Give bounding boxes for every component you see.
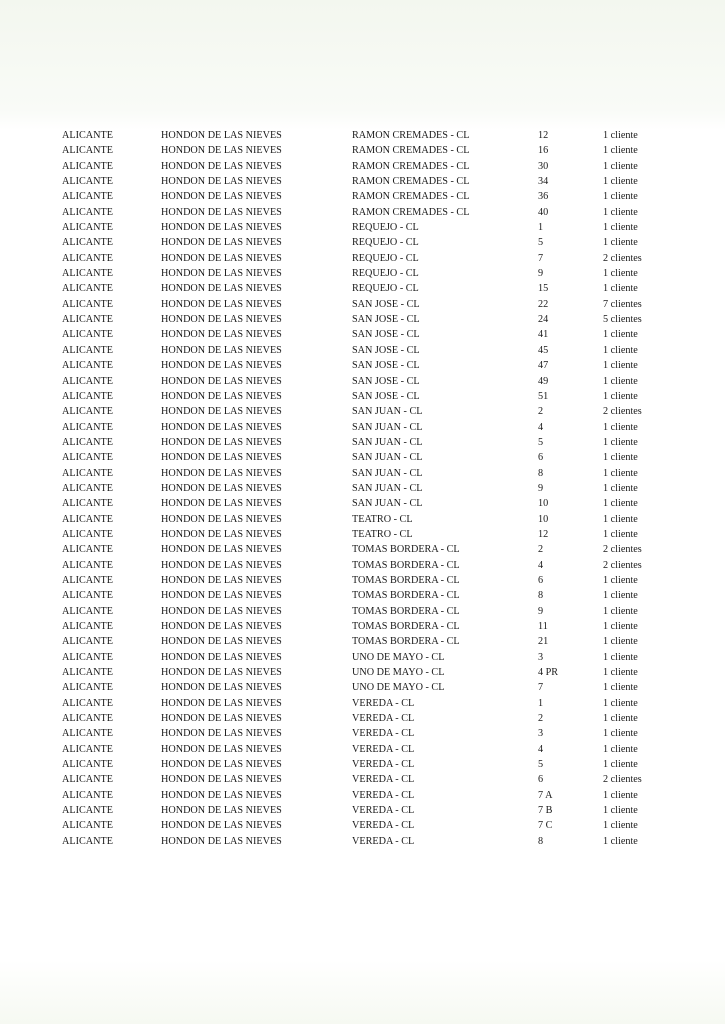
province-cell: ALICANTE: [62, 375, 113, 387]
street-cell: REQUEJO - CL: [352, 252, 419, 264]
street-cell: SAN JOSE - CL: [352, 329, 420, 341]
province-cell: ALICANTE: [62, 713, 113, 725]
client-count-cell: 1 cliente: [603, 820, 638, 832]
street-cell: VEREDA - CL: [352, 713, 415, 725]
client-count-cell: 1 cliente: [603, 697, 638, 709]
table-row: [0, 281, 725, 296]
table-row: [0, 512, 725, 527]
client-count-cell: 1 cliente: [603, 222, 638, 234]
municipality-cell: HONDON DE LAS NIEVES: [161, 268, 282, 280]
client-count-cell: 1 cliente: [603, 436, 638, 448]
municipality-cell: HONDON DE LAS NIEVES: [161, 605, 282, 617]
street-number-cell: 9: [538, 605, 544, 617]
province-cell: ALICANTE: [62, 145, 113, 157]
street-cell: REQUEJO - CL: [352, 283, 419, 295]
street-cell: VEREDA - CL: [352, 743, 415, 755]
street-number-cell: 36: [538, 191, 549, 203]
street-cell: SAN JUAN - CL: [352, 467, 423, 479]
street-number-cell: 3: [538, 728, 544, 740]
table-row: [0, 143, 725, 158]
province-cell: ALICANTE: [62, 482, 113, 494]
municipality-cell: HONDON DE LAS NIEVES: [161, 513, 282, 525]
table-row: [0, 466, 725, 481]
street-cell: VEREDA - CL: [352, 805, 415, 817]
table-row: [0, 420, 725, 435]
street-cell: VEREDA - CL: [352, 728, 415, 740]
street-number-cell: 7 C: [538, 820, 553, 832]
client-count-cell: 1 cliente: [603, 789, 638, 801]
municipality-cell: HONDON DE LAS NIEVES: [161, 621, 282, 632]
client-count-cell: 1 cliente: [603, 590, 638, 602]
street-cell: SAN JUAN - CL: [352, 452, 423, 464]
street-number-cell: 4: [538, 743, 544, 755]
street-number-cell: 12: [538, 130, 549, 141]
municipality-cell: HONDON DE LAS NIEVES: [161, 252, 282, 264]
table-row: [0, 220, 725, 235]
province-cell: ALICANTE: [62, 544, 113, 556]
table-row: [0, 496, 725, 511]
municipality-cell: HONDON DE LAS NIEVES: [161, 130, 282, 141]
province-cell: ALICANTE: [62, 498, 113, 510]
province-cell: ALICANTE: [62, 559, 113, 571]
client-count-cell: 2 clientes: [603, 774, 642, 786]
municipality-cell: HONDON DE LAS NIEVES: [161, 283, 282, 295]
street-number-cell: 45: [538, 344, 549, 356]
client-count-cell: 7 clientes: [603, 298, 642, 310]
street-number-cell: 51: [538, 390, 549, 402]
street-cell: REQUEJO - CL: [352, 237, 419, 249]
province-cell: ALICANTE: [62, 314, 113, 326]
municipality-cell: HONDON DE LAS NIEVES: [161, 544, 282, 556]
street-number-cell: 3: [538, 651, 544, 663]
street-cell: VEREDA - CL: [352, 759, 415, 771]
province-cell: ALICANTE: [62, 651, 113, 663]
province-cell: ALICANTE: [62, 298, 113, 310]
street-number-cell: 22: [538, 298, 549, 310]
table-row: [0, 297, 725, 312]
street-number-cell: 9: [538, 482, 544, 494]
client-count-cell: 1 cliente: [603, 467, 638, 479]
client-count-cell: 1 cliente: [603, 574, 638, 586]
client-count-cell: 2 clientes: [603, 544, 642, 556]
street-cell: TEATRO - CL: [352, 513, 413, 525]
province-cell: ALICANTE: [62, 130, 113, 141]
table-row: [0, 696, 725, 711]
client-count-cell: 1 cliente: [603, 160, 638, 172]
table-row: [0, 742, 725, 757]
table-row: [0, 834, 725, 849]
province-cell: ALICANTE: [62, 421, 113, 433]
street-cell: RAMON CREMADES - CL: [352, 145, 470, 157]
table-row: [0, 358, 725, 373]
table-row: [0, 374, 725, 389]
municipality-cell: HONDON DE LAS NIEVES: [161, 482, 282, 494]
street-cell: UNO DE MAYO - CL: [352, 651, 445, 663]
street-cell: SAN JOSE - CL: [352, 360, 420, 372]
table-row: [0, 389, 725, 404]
client-count-cell: 2 clientes: [603, 406, 642, 418]
municipality-cell: HONDON DE LAS NIEVES: [161, 452, 282, 464]
province-cell: ALICANTE: [62, 667, 113, 679]
table-row: [0, 558, 725, 573]
table-row: [0, 665, 725, 680]
municipality-cell: HONDON DE LAS NIEVES: [161, 421, 282, 433]
client-count-cell: 5 clientes: [603, 314, 642, 326]
client-count-cell: 1 cliente: [603, 375, 638, 387]
table-row: [0, 235, 725, 250]
province-cell: ALICANTE: [62, 774, 113, 786]
municipality-cell: HONDON DE LAS NIEVES: [161, 651, 282, 663]
client-count-cell: 1 cliente: [603, 145, 638, 157]
municipality-cell: HONDON DE LAS NIEVES: [161, 176, 282, 188]
client-count-cell: 1 cliente: [603, 835, 638, 847]
street-cell: SAN JUAN - CL: [352, 436, 423, 448]
municipality-cell: HONDON DE LAS NIEVES: [161, 667, 282, 679]
street-number-cell: 6: [538, 774, 544, 786]
table-row: [0, 205, 725, 220]
street-cell: UNO DE MAYO - CL: [352, 682, 445, 694]
table-row: [0, 174, 725, 189]
table-row: [0, 726, 725, 741]
street-cell: REQUEJO - CL: [352, 222, 419, 234]
street-cell: SAN JOSE - CL: [352, 375, 420, 387]
street-number-cell: 2: [538, 544, 544, 556]
client-count-cell: 1 cliente: [603, 360, 638, 372]
street-number-cell: 30: [538, 160, 549, 172]
client-count-cell: 1 cliente: [603, 421, 638, 433]
street-cell: SAN JUAN - CL: [352, 498, 423, 510]
table-row: [0, 803, 725, 818]
street-cell: RAMON CREMADES - CL: [352, 206, 470, 218]
client-count-cell: 1 cliente: [603, 237, 638, 249]
table-row: [0, 818, 725, 833]
street-cell: TOMAS BORDERA - CL: [352, 636, 460, 648]
province-cell: ALICANTE: [62, 206, 113, 218]
street-cell: TOMAS BORDERA - CL: [352, 621, 460, 632]
province-cell: ALICANTE: [62, 605, 113, 617]
client-count-cell: 1 cliente: [603, 283, 638, 295]
province-cell: ALICANTE: [62, 743, 113, 755]
table-row: [0, 573, 725, 588]
client-count-cell: 1 cliente: [603, 482, 638, 494]
client-count-cell: 2 clientes: [603, 252, 642, 264]
table-row: [0, 481, 725, 496]
municipality-cell: HONDON DE LAS NIEVES: [161, 636, 282, 648]
province-cell: ALICANTE: [62, 590, 113, 602]
province-cell: ALICANTE: [62, 390, 113, 402]
municipality-cell: HONDON DE LAS NIEVES: [161, 835, 282, 847]
client-count-cell: 1 cliente: [603, 206, 638, 218]
municipality-cell: HONDON DE LAS NIEVES: [161, 574, 282, 586]
street-number-cell: 41: [538, 329, 549, 341]
municipality-cell: HONDON DE LAS NIEVES: [161, 590, 282, 602]
client-count-cell: 1 cliente: [603, 329, 638, 341]
province-cell: ALICANTE: [62, 728, 113, 740]
table-row: [0, 711, 725, 726]
table-row: [0, 312, 725, 327]
street-number-cell: 40: [538, 206, 549, 218]
table-row: [0, 435, 725, 450]
client-count-cell: 1 cliente: [603, 667, 638, 679]
municipality-cell: HONDON DE LAS NIEVES: [161, 759, 282, 771]
municipality-cell: HONDON DE LAS NIEVES: [161, 390, 282, 402]
street-number-cell: 6: [538, 452, 544, 464]
street-number-cell: 1: [538, 222, 544, 234]
table-row: [0, 680, 725, 695]
client-count-cell: 1 cliente: [603, 682, 638, 694]
street-cell: TOMAS BORDERA - CL: [352, 544, 460, 556]
street-number-cell: 8: [538, 835, 544, 847]
province-cell: ALICANTE: [62, 682, 113, 694]
municipality-cell: HONDON DE LAS NIEVES: [161, 820, 282, 832]
client-count-cell: 2 clientes: [603, 559, 642, 571]
street-cell: SAN JUAN - CL: [352, 421, 423, 433]
client-count-cell: 1 cliente: [603, 605, 638, 617]
street-number-cell: 16: [538, 145, 549, 157]
table-row: [0, 527, 725, 542]
street-cell: REQUEJO - CL: [352, 268, 419, 280]
municipality-cell: HONDON DE LAS NIEVES: [161, 329, 282, 341]
province-cell: ALICANTE: [62, 329, 113, 341]
table-row: [0, 772, 725, 787]
street-cell: UNO DE MAYO - CL: [352, 667, 445, 679]
municipality-cell: HONDON DE LAS NIEVES: [161, 467, 282, 479]
municipality-cell: HONDON DE LAS NIEVES: [161, 789, 282, 801]
table-row: [0, 788, 725, 803]
province-cell: ALICANTE: [62, 697, 113, 709]
street-number-cell: 4: [538, 421, 544, 433]
municipality-cell: HONDON DE LAS NIEVES: [161, 206, 282, 218]
street-number-cell: 4 PR: [538, 667, 559, 679]
province-cell: ALICANTE: [62, 835, 113, 847]
street-number-cell: 21: [538, 636, 549, 648]
province-cell: ALICANTE: [62, 283, 113, 295]
municipality-cell: HONDON DE LAS NIEVES: [161, 298, 282, 310]
province-cell: ALICANTE: [62, 222, 113, 234]
table-row: [0, 619, 725, 634]
client-count-cell: 1 cliente: [603, 743, 638, 755]
client-count-cell: 1 cliente: [603, 513, 638, 525]
municipality-cell: HONDON DE LAS NIEVES: [161, 728, 282, 740]
table-row: [0, 266, 725, 281]
client-count-cell: 1 cliente: [603, 268, 638, 280]
table-row: [0, 189, 725, 204]
client-count-cell: 1 cliente: [603, 130, 638, 141]
municipality-cell: HONDON DE LAS NIEVES: [161, 805, 282, 817]
street-number-cell: 12: [538, 528, 549, 540]
street-number-cell: 7: [538, 682, 544, 694]
street-cell: VEREDA - CL: [352, 697, 415, 709]
province-cell: ALICANTE: [62, 406, 113, 418]
province-cell: ALICANTE: [62, 452, 113, 464]
municipality-cell: HONDON DE LAS NIEVES: [161, 191, 282, 203]
table-row: [0, 542, 725, 557]
municipality-cell: HONDON DE LAS NIEVES: [161, 743, 282, 755]
province-cell: ALICANTE: [62, 191, 113, 203]
municipality-cell: HONDON DE LAS NIEVES: [161, 406, 282, 418]
street-cell: SAN JUAN - CL: [352, 482, 423, 494]
municipality-cell: HONDON DE LAS NIEVES: [161, 375, 282, 387]
street-number-cell: 1: [538, 697, 544, 709]
municipality-cell: HONDON DE LAS NIEVES: [161, 559, 282, 571]
street-number-cell: 5: [538, 759, 544, 771]
province-cell: ALICANTE: [62, 513, 113, 525]
table-row: [0, 634, 725, 649]
province-cell: ALICANTE: [62, 176, 113, 188]
province-cell: ALICANTE: [62, 237, 113, 249]
municipality-cell: HONDON DE LAS NIEVES: [161, 697, 282, 709]
client-count-cell: 1 cliente: [603, 759, 638, 771]
province-cell: ALICANTE: [62, 360, 113, 372]
province-cell: ALICANTE: [62, 344, 113, 356]
street-cell: RAMON CREMADES - CL: [352, 160, 470, 172]
street-cell: VEREDA - CL: [352, 820, 415, 832]
client-count-cell: 1 cliente: [603, 390, 638, 402]
street-number-cell: 7 B: [538, 805, 553, 817]
street-number-cell: 8: [538, 590, 544, 602]
client-count-cell: 1 cliente: [603, 621, 638, 632]
street-number-cell: 15: [538, 283, 549, 295]
street-number-cell: 49: [538, 375, 549, 387]
municipality-cell: HONDON DE LAS NIEVES: [161, 314, 282, 326]
street-cell: VEREDA - CL: [352, 774, 415, 786]
client-count-cell: 1 cliente: [603, 805, 638, 817]
street-cell: RAMON CREMADES - CL: [352, 176, 470, 188]
client-count-cell: 1 cliente: [603, 191, 638, 203]
municipality-cell: HONDON DE LAS NIEVES: [161, 528, 282, 540]
table-row: [0, 251, 725, 266]
province-cell: ALICANTE: [62, 528, 113, 540]
street-cell: SAN JOSE - CL: [352, 314, 420, 326]
street-cell: TOMAS BORDERA - CL: [352, 559, 460, 571]
province-cell: ALICANTE: [62, 789, 113, 801]
client-count-cell: 1 cliente: [603, 452, 638, 464]
municipality-cell: HONDON DE LAS NIEVES: [161, 160, 282, 172]
table-row: [0, 604, 725, 619]
municipality-cell: HONDON DE LAS NIEVES: [161, 344, 282, 356]
street-number-cell: 10: [538, 513, 549, 525]
table-row: [0, 650, 725, 665]
client-count-cell: 1 cliente: [603, 176, 638, 188]
province-cell: ALICANTE: [62, 268, 113, 280]
street-number-cell: 6: [538, 574, 544, 586]
municipality-cell: HONDON DE LAS NIEVES: [161, 774, 282, 786]
street-number-cell: 24: [538, 314, 549, 326]
municipality-cell: HONDON DE LAS NIEVES: [161, 682, 282, 694]
street-number-cell: 34: [538, 176, 549, 188]
street-cell: VEREDA - CL: [352, 789, 415, 801]
street-cell: TEATRO - CL: [352, 528, 413, 540]
street-cell: SAN JUAN - CL: [352, 406, 423, 418]
table-row: [0, 128, 725, 143]
province-cell: ALICANTE: [62, 805, 113, 817]
street-number-cell: 2: [538, 406, 544, 418]
street-number-cell: 11: [538, 621, 548, 632]
table-row: [0, 757, 725, 772]
province-cell: ALICANTE: [62, 820, 113, 832]
province-cell: ALICANTE: [62, 252, 113, 264]
province-cell: ALICANTE: [62, 467, 113, 479]
municipality-cell: HONDON DE LAS NIEVES: [161, 145, 282, 157]
table-row: [0, 327, 725, 342]
table-row: [0, 159, 725, 174]
province-cell: ALICANTE: [62, 160, 113, 172]
client-count-cell: 1 cliente: [603, 651, 638, 663]
table-row: [0, 450, 725, 465]
street-cell: VEREDA - CL: [352, 835, 415, 847]
client-count-cell: 1 cliente: [603, 344, 638, 356]
client-count-cell: 1 cliente: [603, 728, 638, 740]
street-cell: TOMAS BORDERA - CL: [352, 590, 460, 602]
client-count-cell: 1 cliente: [603, 498, 638, 510]
street-cell: TOMAS BORDERA - CL: [352, 605, 460, 617]
street-cell: RAMON CREMADES - CL: [352, 191, 470, 203]
municipality-cell: HONDON DE LAS NIEVES: [161, 436, 282, 448]
street-number-cell: 7: [538, 252, 544, 264]
table-row: [0, 343, 725, 358]
street-number-cell: 7 A: [538, 789, 553, 801]
client-count-cell: 1 cliente: [603, 713, 638, 725]
province-cell: ALICANTE: [62, 759, 113, 771]
street-cell: RAMON CREMADES - CL: [352, 130, 470, 141]
street-number-cell: 10: [538, 498, 549, 510]
province-cell: ALICANTE: [62, 636, 113, 648]
street-number-cell: 5: [538, 237, 544, 249]
municipality-cell: HONDON DE LAS NIEVES: [161, 237, 282, 249]
street-number-cell: 8: [538, 467, 544, 479]
municipality-cell: HONDON DE LAS NIEVES: [161, 360, 282, 372]
municipality-cell: HONDON DE LAS NIEVES: [161, 222, 282, 234]
address-table: [0, 128, 725, 849]
client-count-cell: 1 cliente: [603, 528, 638, 540]
province-cell: ALICANTE: [62, 436, 113, 448]
client-count-cell: 1 cliente: [603, 636, 638, 648]
street-number-cell: 9: [538, 268, 544, 280]
table-row: [0, 588, 725, 603]
street-number-cell: 2: [538, 713, 544, 725]
table-row: [0, 404, 725, 419]
municipality-cell: HONDON DE LAS NIEVES: [161, 498, 282, 510]
street-cell: SAN JOSE - CL: [352, 344, 420, 356]
province-cell: ALICANTE: [62, 621, 113, 632]
street-cell: SAN JOSE - CL: [352, 298, 420, 310]
street-number-cell: 5: [538, 436, 544, 448]
street-number-cell: 47: [538, 360, 549, 372]
municipality-cell: HONDON DE LAS NIEVES: [161, 713, 282, 725]
street-number-cell: 4: [538, 559, 544, 571]
province-cell: ALICANTE: [62, 574, 113, 586]
street-cell: TOMAS BORDERA - CL: [352, 574, 460, 586]
street-cell: SAN JOSE - CL: [352, 390, 420, 402]
